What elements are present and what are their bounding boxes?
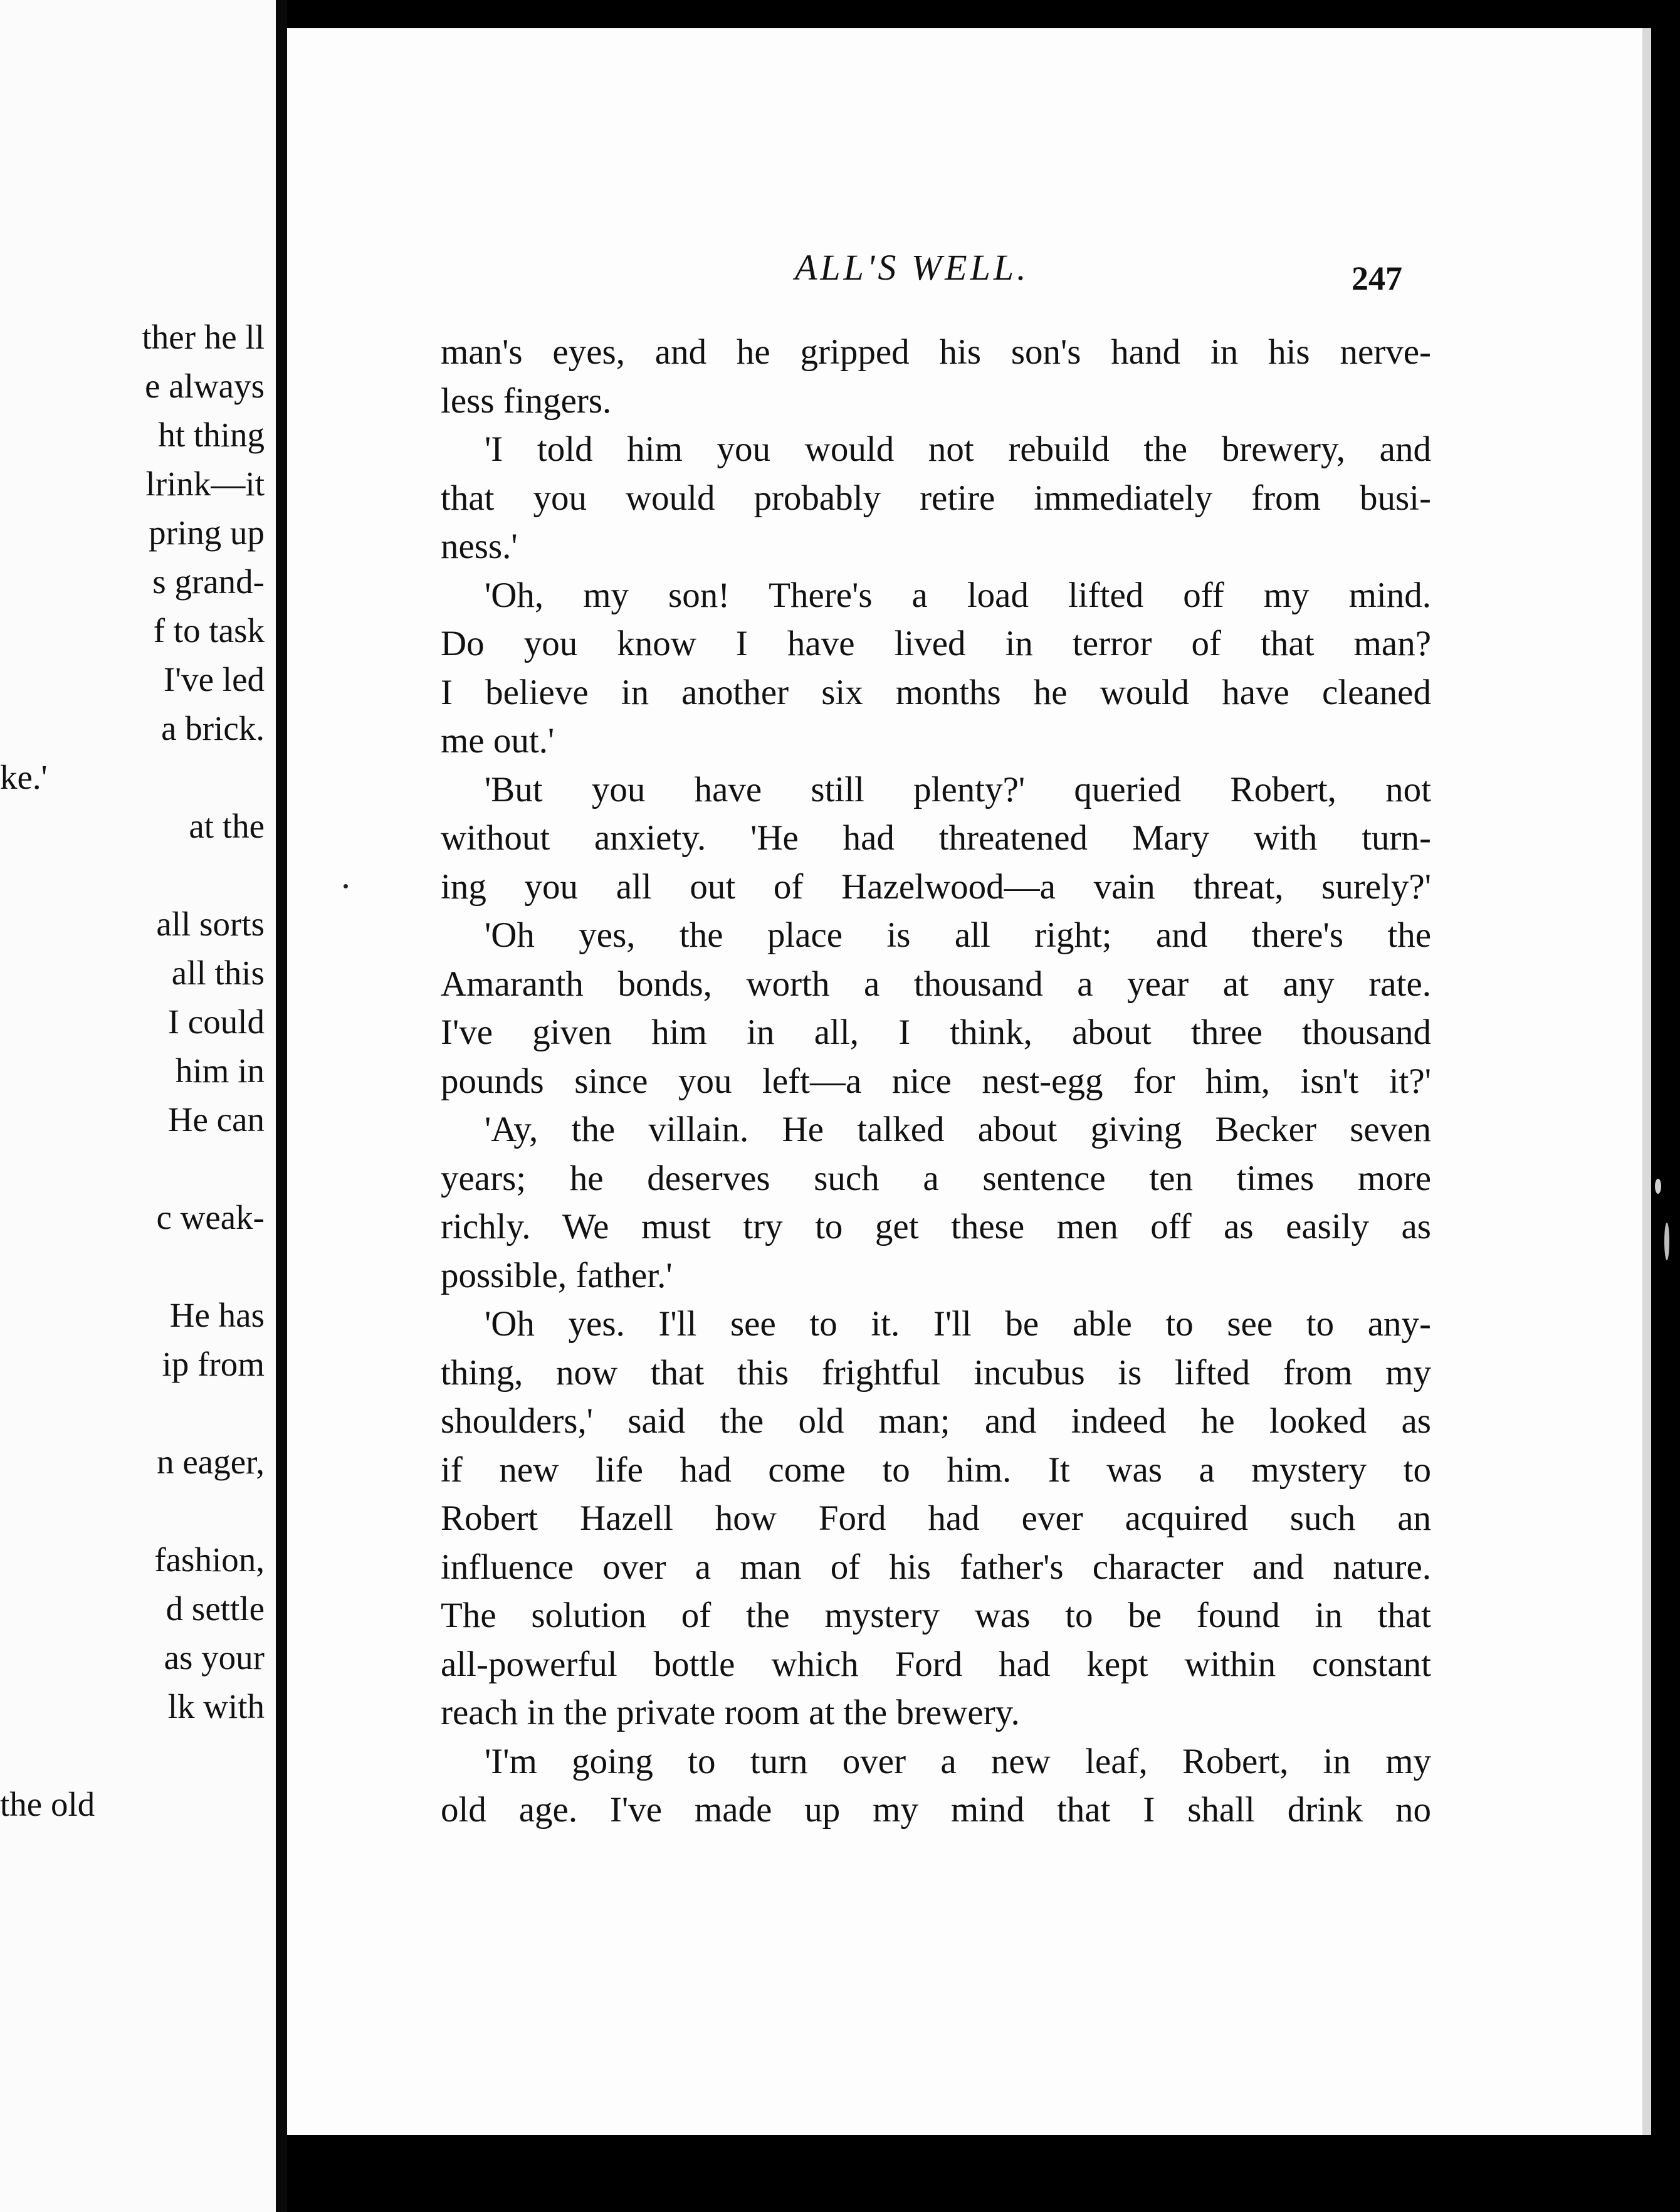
left-page-line: ther he ll [142, 318, 265, 356]
text-line: that you would probably retire immediately from busi- [441, 478, 1431, 518]
right-page [287, 28, 1651, 2135]
left-page-line: He has [169, 1296, 265, 1334]
text-line: ness.' [441, 527, 518, 566]
left-page-line: c weak- [156, 1198, 265, 1236]
text-line: possible, father.' [441, 1255, 673, 1295]
text-line: 'But you have still plenty?' queried Robert, not [485, 769, 1431, 809]
left-page-line: e always [145, 367, 265, 405]
left-facing-page [0, 0, 276, 2212]
text-line: reach in the private room at the brewery. [441, 1693, 1020, 1732]
book-gutter [276, 0, 287, 2212]
left-page-line: lrink—it [145, 465, 265, 503]
text-line: influence over a man of his father's character and nature. [441, 1547, 1431, 1587]
left-page-line: him in [175, 1051, 265, 1090]
text-line: Do you know I have lived in terror of that man? [441, 624, 1431, 663]
left-page-line: ip from [162, 1345, 265, 1383]
left-page-line: d settle [165, 1589, 265, 1628]
left-page-line: all this [171, 954, 265, 992]
left-page-line: a brick. [161, 709, 265, 747]
left-page-line: lk with [167, 1687, 265, 1725]
scan-speck [1664, 1223, 1669, 1260]
left-page-line: at the [189, 807, 265, 845]
left-page-line: pring up [149, 514, 265, 552]
text-line: I've given him in all, I think, about three thousand [441, 1013, 1431, 1052]
text-line: 'I told him you would not rebuild the brewery, and [485, 429, 1431, 469]
left-page-line: as your [164, 1638, 265, 1677]
page-number: 247 [1352, 260, 1402, 297]
scan-speck [1655, 1179, 1661, 1194]
text-line: 'Ay, the villain. He talked about giving Becker seven [485, 1110, 1431, 1149]
left-page-line: I've led [163, 660, 265, 698]
text-line: 'Oh, my son! There's a load lifted off my mind. [485, 575, 1431, 615]
left-page-line: all sorts [156, 905, 265, 943]
text-line: without anxiety. 'He had threatened Mary with turn- [441, 818, 1431, 858]
left-page-line: n eager, [157, 1443, 265, 1481]
left-page-line: fashion, [154, 1540, 265, 1579]
text-line: 'Oh yes. I'll see to it. I'll be able to see to any- [485, 1304, 1431, 1344]
text-line: The solution of the mystery was to be found in that [441, 1596, 1431, 1635]
scan-speck [344, 884, 348, 888]
left-page-line: I could [167, 1003, 265, 1041]
text-line: less fingers. [441, 381, 612, 421]
text-line: pounds since you left—a nice nest-egg for him, isn't it?' [441, 1061, 1431, 1101]
text-line: shoulders,' said the old man; and indeed he looked as [441, 1401, 1431, 1441]
running-head: ALL'S WELL. [795, 247, 1029, 288]
text-line: old age. I've made up my mind that I shall drink no [441, 1790, 1431, 1830]
left-page-line: ke.' [0, 758, 48, 796]
text-line: all-powerful bottle which Ford had kept within constant [441, 1644, 1431, 1684]
text-line: Robert Hazell how Ford had ever acquired such an [441, 1498, 1431, 1538]
text-line: richly. We must try to get these men off as easily as [441, 1207, 1431, 1246]
left-page-line: s grand- [152, 562, 265, 601]
text-line: ing you all out of Hazelwood—a vain threat, surely?' [441, 866, 1431, 907]
text-line: 'I'm going to turn over a new leaf, Robert, in my [485, 1741, 1431, 1781]
text-line: thing, now that this frightful incubus is lifted from my [441, 1352, 1431, 1393]
text-line: years; he deserves such a sentence ten times more [441, 1158, 1431, 1198]
body-text [441, 328, 1431, 1835]
left-page-line: ht thing [158, 416, 265, 454]
text-line: Amaranth bonds, worth a thousand a year at any rate. [441, 964, 1431, 1004]
left-page-line: f to task [153, 611, 265, 650]
text-line: man's eyes, and he gripped his son's hand in his nerve- [441, 332, 1431, 372]
text-line: 'Oh yes, the place is all right; and there's the [485, 915, 1431, 955]
left-page-line: the old [0, 1785, 95, 1823]
left-page-line: He can [167, 1100, 265, 1139]
text-line: if new life had come to him. It was a mystery to [441, 1450, 1431, 1490]
text-line: me out.' [441, 721, 555, 761]
text-line: I believe in another six months he would have cleaned [441, 672, 1431, 712]
